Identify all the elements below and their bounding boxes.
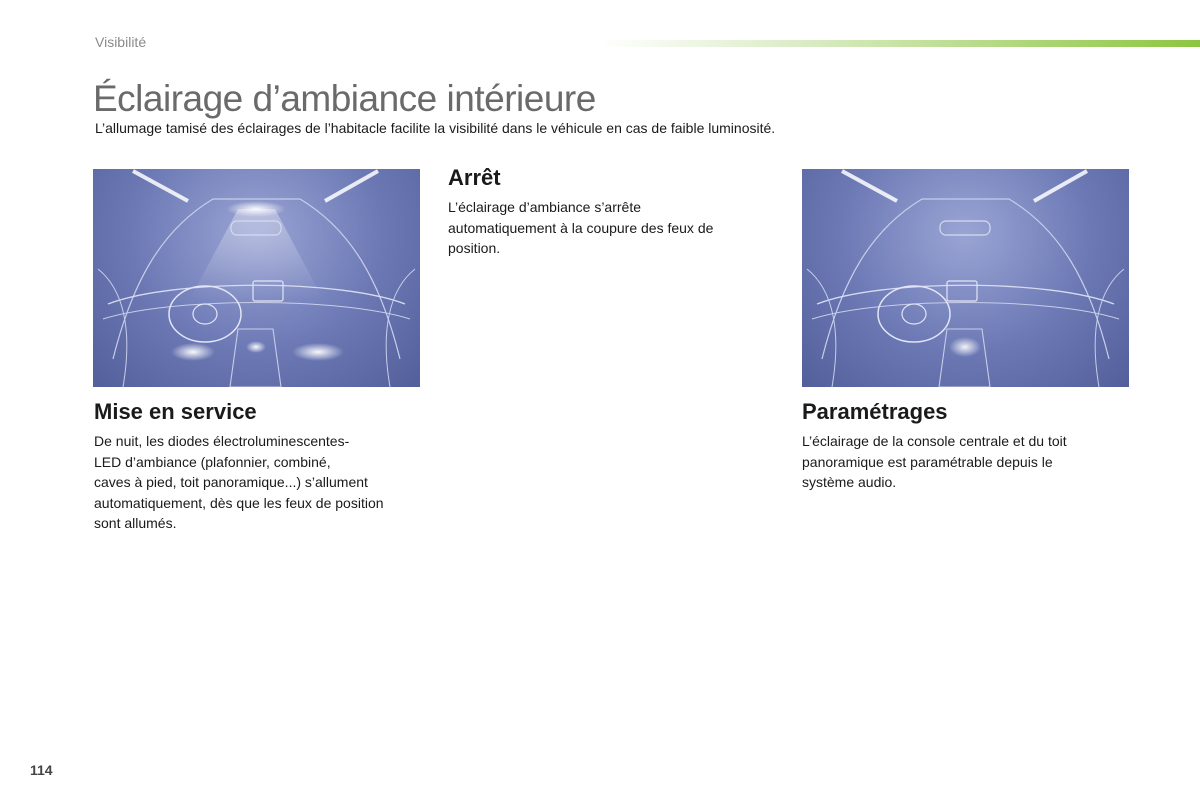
interior-lighting-illustration [93, 169, 420, 387]
mise-en-service-text [94, 431, 424, 534]
parametrages-line: panoramique est paramétrable depuis le [802, 453, 1053, 470]
mise-en-service-line: caves à pied, toit panoramique...) s’allument [94, 474, 368, 490]
parametrages-line: système audio. [802, 474, 897, 490]
mise-en-service-heading: Mise en service [94, 399, 257, 424]
page-number: 114 [30, 762, 53, 778]
arret-line: automatiquement à la coupure des feux de [448, 219, 714, 236]
header-accent-bar [600, 40, 1200, 47]
mise-en-service-line: LED d’ambiance (plafonnier, combiné, [94, 453, 331, 470]
page-title: Éclairage d’ambiance intérieure [93, 78, 596, 119]
parametrages-heading: Paramétrages [802, 399, 948, 424]
section-label: Visibilité [95, 34, 147, 50]
mise-en-service-line: sont allumés. [94, 515, 177, 531]
mise-en-service-line: De nuit, les diodes électroluminescentes- [94, 433, 350, 449]
arret-text [448, 197, 768, 259]
parametrages-line: L’éclairage de la console centrale et du toit [802, 433, 1067, 449]
arret-line: position. [448, 240, 501, 256]
console-lighting-illustration [802, 169, 1129, 387]
mise-en-service-line: automatiquement, dès que les feux de position [94, 494, 384, 511]
arret-heading: Arrêt [448, 165, 501, 190]
intro-paragraph: L’allumage tamisé des éclairages de l’habitacle facilite la visibilité dans le véhicule en cas de faible luminosité. [95, 120, 776, 136]
arret-line: L’éclairage d’ambiance s’arrête [448, 199, 641, 215]
parametrages-text [802, 431, 1132, 493]
